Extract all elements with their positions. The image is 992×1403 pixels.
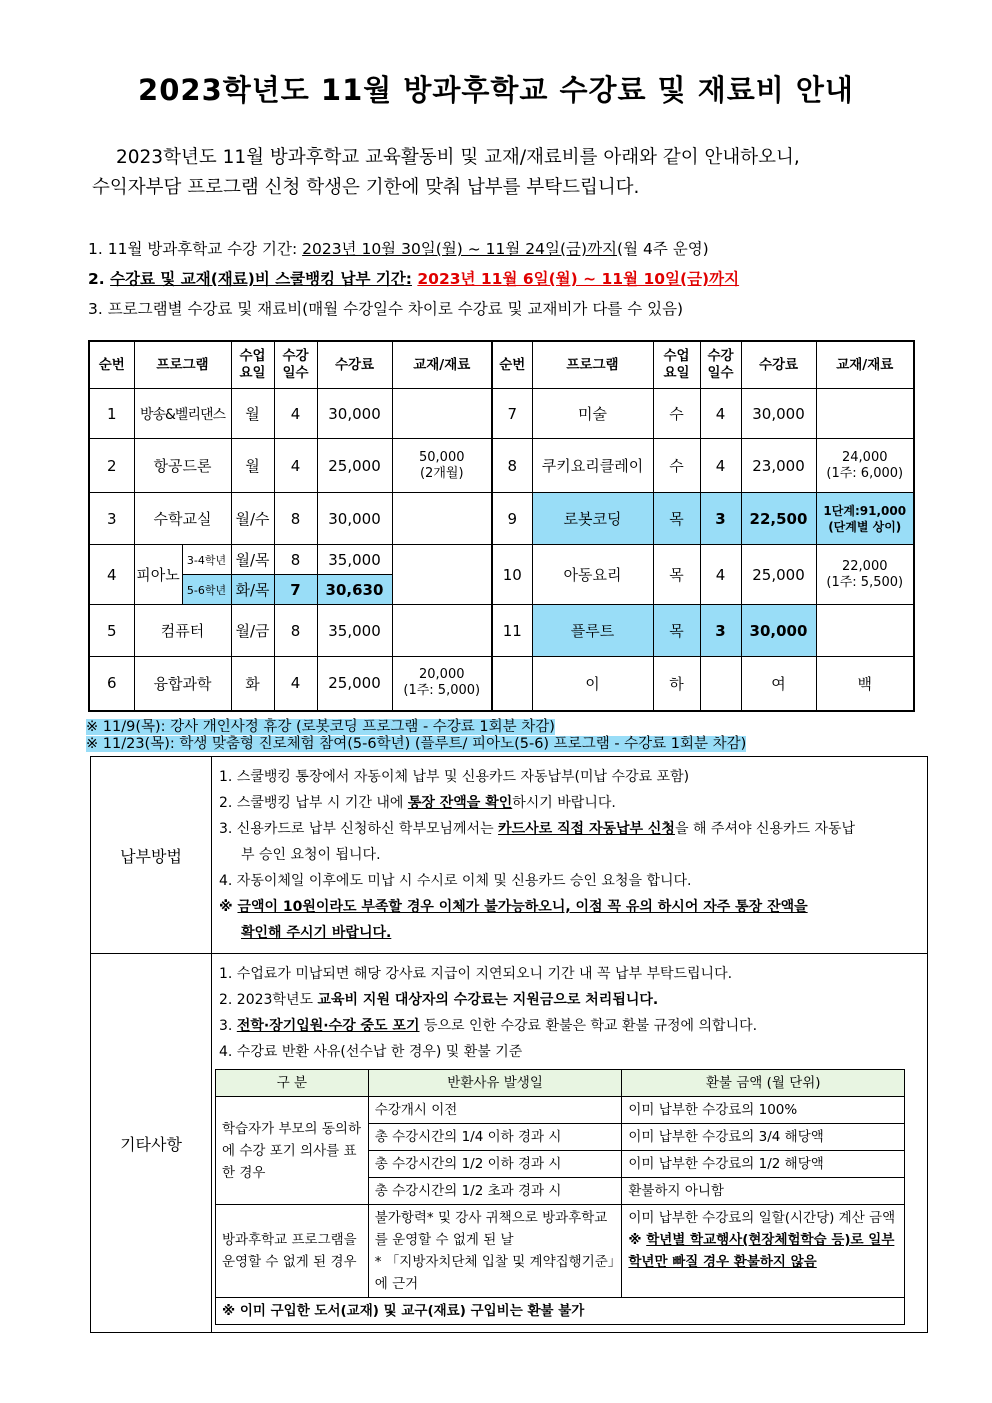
refund-when-note: * 「지방자치단체 입찰 및 계약집행기준」에 근거	[374, 1254, 615, 1292]
row-no: 2	[89, 439, 134, 493]
refund-table	[215, 1069, 905, 1325]
etc-item-3-c: 등으로 인한 수강료 환불은 학교 환불 규정에 의합니다.	[419, 1018, 758, 1034]
row-program: 로봇코딩	[532, 493, 653, 545]
row-fee: 22,500	[741, 493, 816, 545]
row-no: 8	[492, 439, 532, 493]
header-day-l1: 수업	[239, 348, 266, 364]
info-items	[88, 234, 938, 324]
row-program: 이	[532, 657, 653, 711]
intro-line-2: 수익자부담 프로그램 신청 학생은 기한에 맞춰 납부를 부탁드립니다.	[92, 177, 640, 198]
row-day: 월	[231, 389, 274, 439]
header-material: 교재/재료	[392, 341, 492, 389]
etc-item-3-a: 3.	[219, 1018, 237, 1034]
header-day-right-l1: 수업	[663, 348, 690, 364]
warning-text: 금액이 10원이라도 부족할 경우 이체가 불가능하오니, 이점 꼭 유의 하시어 자주 통장 잔액을	[237, 899, 808, 915]
row-no: 6	[89, 657, 134, 711]
payment-section	[91, 757, 928, 954]
header-count-right-l1: 수강	[707, 348, 734, 364]
item-2-label: 수강료 및 교재(재료)비 스쿨뱅킹 납부 기간:	[110, 270, 412, 288]
table-row	[89, 439, 914, 493]
etc-label: 기타사항	[91, 954, 212, 1333]
row-material	[392, 439, 492, 493]
header-day-l2: 요일	[239, 365, 266, 381]
row-no: 3	[89, 493, 134, 545]
payment-item-3-a: 3. 신용카드로 납부 신청하신 학부모님께서는	[219, 821, 499, 837]
material-note: (단계별 상이)	[828, 519, 902, 534]
header-day	[231, 341, 274, 389]
item-1-suffix: (월 4주 운영)	[617, 240, 709, 258]
payment-content	[212, 757, 928, 954]
note-holiday: ※ 11/9(목): 강사 개인사정 휴강 (로봇코딩 프로그램 - 수강료 1회분 차감)	[86, 719, 555, 735]
etc-content	[212, 954, 928, 1333]
item-1-period: 2023년 10월 30일(월) ~ 11월 24일(금)까지	[302, 240, 618, 258]
row-fee: 30,000	[741, 389, 816, 439]
header-fee-right: 수강료	[741, 341, 816, 389]
row-fee: 30,000	[741, 605, 816, 657]
fee-table	[88, 340, 915, 712]
material-amount: 24,000	[842, 449, 888, 465]
row-count: 7	[274, 575, 317, 605]
refund-amount: 환불하지 아니함	[622, 1178, 905, 1205]
payment-item-4: 4. 자동이체일 이후에도 미납 시 수시로 이체 및 신용카드 승인 요청을 합니다.	[219, 873, 692, 889]
payment-item-3-c: 을 해 주셔야 신용카드 자동납	[674, 821, 856, 837]
material-note: (1주: 5,000)	[403, 683, 481, 699]
row-count: 4	[700, 389, 741, 439]
payment-item-2	[219, 790, 918, 816]
header-day-right	[653, 341, 700, 389]
row-material	[392, 493, 492, 545]
row-fee: 30,000	[317, 493, 392, 545]
row-fee: 여	[741, 657, 816, 711]
row-no: 1	[89, 389, 134, 439]
header-material-right: 교재/재료	[816, 341, 914, 389]
item-2-prefix: 2.	[88, 270, 111, 288]
payment-warning	[219, 894, 918, 920]
intro-line-1: 2023학년도 11월 방과후학교 교육활동비 및 교재/재료비를 아래와 같이 안내하오니,	[116, 147, 800, 168]
header-program: 프로그램	[134, 341, 231, 389]
row-program: 융합과학	[134, 657, 231, 711]
row-program: 피아노	[134, 545, 182, 605]
payment-item-3-b: 카드사로 직접 자동납부 신청	[498, 821, 675, 837]
row-count: 8	[274, 545, 317, 575]
note-career-experience: ※ 11/23(목): 학생 맞춤형 진로체험 참여(5-6학년) (플루트/ 피아노(5-6) 프로그램 - 수강료 1회분 차감)	[86, 736, 747, 752]
row-day: 화/목	[231, 575, 274, 605]
header-no: 순번	[89, 341, 134, 389]
fee-table-header	[89, 341, 914, 389]
row-day: 수	[653, 439, 700, 493]
etc-item-3-b: 전학·장기입원·수강 중도 포기	[236, 1018, 420, 1034]
item-2-period: 2023년 11월 6일(월) ~ 11월 10일(금)까지	[417, 270, 740, 288]
warning-mark: ※	[219, 899, 238, 915]
row-fee: 35,000	[317, 545, 392, 575]
row-no: 10	[492, 545, 532, 605]
row-no: 11	[492, 605, 532, 657]
etc-item-2-b: 교육비 지원 대상자의 수강료는 지원금으로 처리됩니다.	[317, 992, 659, 1008]
row-program: 수학교실	[134, 493, 231, 545]
refund-when: 총 수강시간의 1/2 이하 경과 시	[368, 1151, 622, 1178]
row-program: 항공드론	[134, 439, 231, 493]
row-material	[816, 389, 914, 439]
payment-item-3-cont: 부 승인 요청이 됩니다.	[241, 847, 381, 863]
material-amount: 22,000	[842, 558, 888, 574]
header-program-right: 프로그램	[532, 341, 653, 389]
refund-note-text: 학년별 학교행사(현장체험학습 등)로 일부 학년만 빠질 경우 환불하지 않음	[628, 1232, 895, 1270]
row-program: 쿠키요리클레이	[532, 439, 653, 493]
schedule-notes	[86, 719, 746, 753]
payment-item-2-a: 2. 스쿨뱅킹 납부 시 기간 내에	[219, 795, 408, 811]
row-fee: 23,000	[741, 439, 816, 493]
item-1-prefix: 1. 11월 방과후학교 수강 기간:	[88, 240, 303, 258]
row-count: 4	[700, 439, 741, 493]
row-program: 플루트	[532, 605, 653, 657]
header-no-right: 순번	[492, 341, 532, 389]
row-grade: 5-6학년	[182, 575, 231, 605]
refund-amount: 이미 납부한 수강료의 1/2 해당액	[622, 1151, 905, 1178]
payment-item-2-b: 통장 잔액을 확인	[407, 795, 513, 811]
material-note: (1주: 5,500)	[826, 574, 904, 590]
etc-item-3	[219, 1013, 918, 1039]
row-material	[816, 605, 914, 657]
refund-header-when: 반환사유 발생일	[368, 1070, 622, 1097]
row-fee: 25,000	[317, 657, 392, 711]
refund-header-amount: 환불 금액 (월 단위)	[622, 1070, 905, 1097]
row-day: 목	[653, 493, 700, 545]
page-title: 2023학년도 11월 방과후학교 수강료 및 재료비 안내	[138, 73, 854, 107]
header-count-l2: 일수	[282, 365, 309, 381]
row-material	[392, 389, 492, 439]
header-count	[274, 341, 317, 389]
row-day: 수	[653, 389, 700, 439]
row-fee: 30,630	[317, 575, 392, 605]
row-fee: 25,000	[317, 439, 392, 493]
refund-group-cancelled: 방과후학교 프로그램을 운영할 수 없게 된 경우	[216, 1205, 369, 1298]
refund-header-category: 구 분	[216, 1070, 369, 1097]
row-day: 목	[653, 605, 700, 657]
row-material	[392, 545, 492, 605]
refund-amount: 이미 납부한 수강료의 100%	[622, 1097, 905, 1124]
row-day: 화	[231, 657, 274, 711]
row-day: 월/목	[231, 545, 274, 575]
payment-item-1: 1. 스쿨뱅킹 통장에서 자동이체 납부 및 신용카드 자동납부(미납 수강료 포함)	[219, 769, 690, 785]
info-table	[90, 756, 928, 1333]
row-count: 3	[700, 605, 741, 657]
refund-amount-note	[628, 1229, 898, 1273]
row-material	[392, 605, 492, 657]
refund-when	[368, 1205, 622, 1298]
row-material: 백	[816, 657, 914, 711]
row-no: 4	[89, 545, 134, 605]
refund-when: 수강개시 이전	[368, 1097, 622, 1124]
header-count-right-l2: 일수	[707, 365, 734, 381]
table-row	[216, 1097, 905, 1124]
warning-text-cont: 확인해 주시기 바랍니다.	[241, 925, 392, 941]
refund-when-text: 불가항력* 및 강사 귀책으로 방과후학교를 운영할 수 없게 된 날	[374, 1210, 608, 1248]
row-program: 아동요리	[532, 545, 653, 605]
header-count-right	[700, 341, 741, 389]
refund-group-withdrawal: 학습자가 부모의 동의하에 수강 포기 의사를 표한 경우	[216, 1097, 369, 1205]
row-day: 월/수	[231, 493, 274, 545]
row-grade: 3-4학년	[182, 545, 231, 575]
item-payment-period	[88, 264, 938, 294]
payment-label: 납부방법	[91, 757, 212, 954]
row-day: 월	[231, 439, 274, 493]
etc-item-1: 1. 수업료가 미납되면 해당 강사료 지급이 지연되오니 기간 내 꼭 납부 부탁드립니다.	[219, 966, 733, 982]
refund-footer: ※ 이미 구입한 도서(교재) 및 교구(재료) 구입비는 환불 불가	[216, 1298, 905, 1325]
payment-warning-cont	[219, 920, 918, 946]
row-count: 8	[274, 493, 317, 545]
material-amount: 1단계:91,000	[823, 503, 907, 518]
row-count: 8	[274, 605, 317, 657]
refund-when: 총 수강시간의 1/2 초과 경과 시	[368, 1178, 622, 1205]
refund-amount-text: 이미 납부한 수강료의 일할(시간당) 계산 금액	[628, 1210, 896, 1226]
header-day-right-l2: 요일	[663, 365, 690, 381]
row-day: 목	[653, 545, 700, 605]
refund-note-mark: ※	[628, 1232, 647, 1248]
intro-paragraph	[92, 143, 922, 203]
item-course-period	[88, 234, 938, 264]
payment-item-3	[219, 816, 918, 842]
material-note: (1주: 6,000)	[826, 465, 904, 481]
row-count: 4	[700, 545, 741, 605]
table-row	[216, 1205, 905, 1298]
table-row	[89, 389, 914, 439]
etc-item-4: 4. 수강료 반환 사유(선수납 한 경우) 및 환불 기준	[219, 1044, 523, 1060]
refund-when: 총 수강시간의 1/4 이하 경과 시	[368, 1124, 622, 1151]
refund-amount: 이미 납부한 수강료의 3/4 해당액	[622, 1124, 905, 1151]
row-fee: 25,000	[741, 545, 816, 605]
row-no: 9	[492, 493, 532, 545]
row-day: 하	[653, 657, 700, 711]
row-count: 3	[700, 493, 741, 545]
material-amount: 20,000	[419, 667, 465, 683]
etc-section	[91, 954, 928, 1333]
row-day: 월/금	[231, 605, 274, 657]
table-row	[89, 545, 914, 575]
header-fee: 수강료	[317, 341, 392, 389]
material-amount: 50,000	[419, 449, 465, 465]
row-program: 미술	[532, 389, 653, 439]
etc-item-2-a: 2. 2023학년도	[219, 992, 318, 1008]
row-count: 4	[274, 657, 317, 711]
table-row	[89, 605, 914, 657]
table-row	[89, 493, 914, 545]
row-material	[392, 657, 492, 711]
row-no: 5	[89, 605, 134, 657]
row-no: 7	[492, 389, 532, 439]
row-program: 컴퓨터	[134, 605, 231, 657]
row-count: 4	[274, 439, 317, 493]
table-row	[216, 1298, 905, 1325]
table-row	[89, 657, 914, 711]
row-material	[816, 439, 914, 493]
material-note: (2개월)	[419, 465, 464, 481]
refund-amount	[622, 1205, 905, 1298]
refund-header	[216, 1070, 905, 1097]
row-program: 방송&벨리댄스	[134, 389, 231, 439]
row-material	[816, 493, 914, 545]
row-count: 4	[274, 389, 317, 439]
row-fee: 35,000	[317, 605, 392, 657]
row-no	[492, 657, 532, 711]
row-fee: 30,000	[317, 389, 392, 439]
etc-item-2	[219, 987, 918, 1013]
item-fee-by-program: 3. 프로그램별 수강료 및 재료비(매월 수강일수 차이로 수강료 및 교재비가 다를 수 있음)	[88, 300, 684, 318]
payment-item-2-c: 하시기 바랍니다.	[512, 795, 616, 811]
row-material	[816, 545, 914, 605]
row-count	[700, 657, 741, 711]
header-count-l1: 수강	[282, 348, 309, 364]
